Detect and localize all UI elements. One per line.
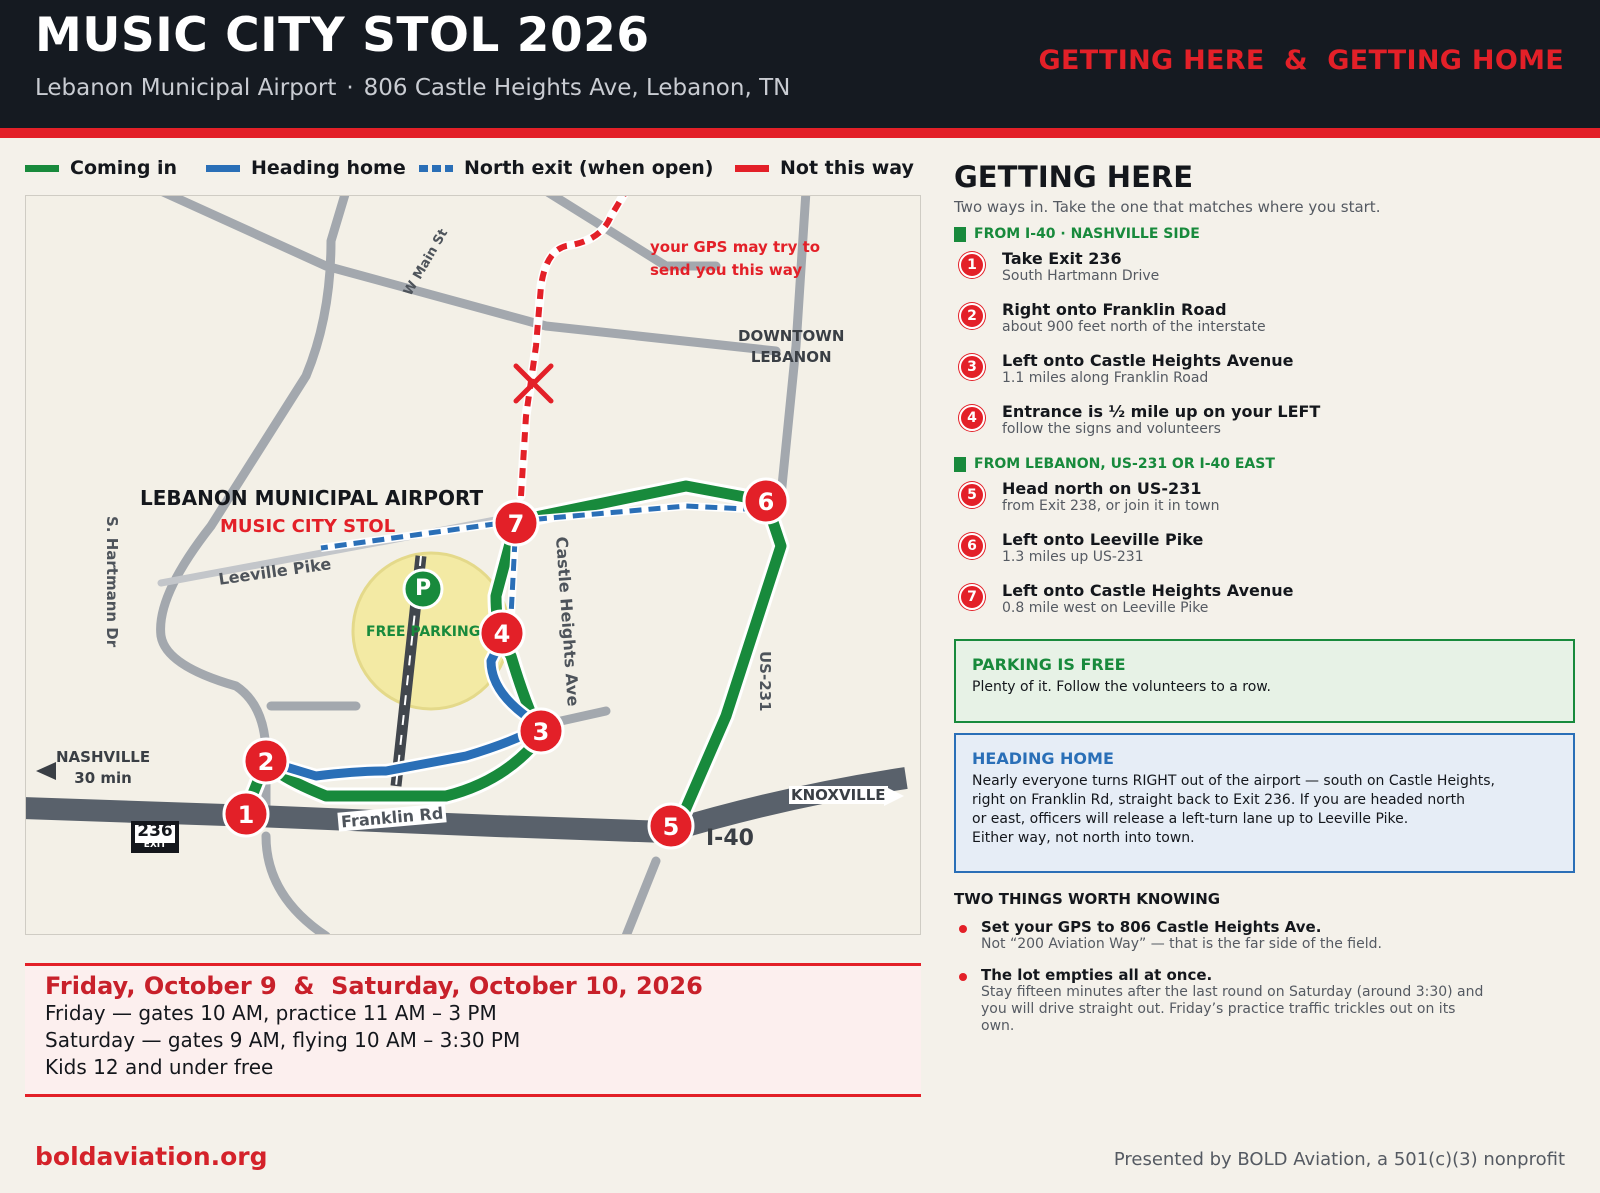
direction-step	[954, 344, 1575, 395]
marker-number: 6	[757, 488, 775, 516]
legend-north-exit	[419, 157, 713, 179]
direction-step	[954, 242, 1575, 293]
heading-home-text	[972, 772, 1557, 848]
bullet-icon	[959, 925, 967, 933]
parking-box-title: PARKING IS FREE	[972, 655, 1126, 674]
nashville-line: NASHVILLE	[56, 748, 151, 766]
nashville-line: 30 min	[74, 769, 132, 787]
direction-step	[954, 574, 1575, 625]
step-detail: 1.1 miles along Franklin Road	[1002, 370, 1209, 386]
route-heading-label: FROM I-40 · NASHVILLE SIDE	[974, 226, 1200, 242]
legend-coming-in	[25, 157, 177, 179]
exit-number: 236	[137, 821, 173, 841]
hartmann-south-road	[266, 836, 326, 935]
tip-detail-line: you will drive straight out. Friday’s practice traffic trickles out on its	[981, 1001, 1456, 1017]
direction-step	[954, 293, 1575, 344]
gps-warning-line: your GPS may try to	[650, 238, 821, 256]
us231-south-road	[626, 861, 656, 935]
legend-label: Coming in	[70, 157, 178, 179]
event-dates-title: Friday, October 9 & Saturday, October 10, 2026	[45, 972, 703, 1000]
venue-name: Lebanon Municipal Airport	[35, 75, 337, 101]
exit-word: EXIT	[143, 840, 167, 850]
step-title: Right onto Franklin Road	[1002, 300, 1227, 319]
gps-warning-label	[650, 236, 820, 282]
step-title: Entrance is ½ mile up on your LEFT	[1002, 402, 1321, 421]
tip-detail	[981, 936, 1575, 953]
green-line-swatch	[25, 165, 59, 172]
heading-home-title: HEADING HOME	[972, 749, 1114, 768]
route-marker-1	[224, 792, 268, 836]
step-detail: follow the signs and volunteers	[1002, 421, 1221, 437]
route-marker-2	[244, 739, 288, 783]
step-title: Left onto Castle Heights Avenue	[1002, 351, 1294, 370]
website-link[interactable]: boldaviation.org	[35, 1142, 268, 1171]
direction-step	[954, 472, 1575, 523]
step-number-badge: 6	[959, 533, 985, 559]
downtown-line: LEBANON	[750, 348, 832, 366]
tips-title: TWO THINGS WORTH KNOWING	[954, 890, 1221, 908]
saturday-schedule: Saturday — gates 9 AM, flying 10 AM – 3:30 PM	[45, 1028, 521, 1052]
marker-number: 2	[257, 748, 275, 776]
gps-warning-line: send you this way	[650, 261, 803, 279]
step-number-badge: 1	[959, 252, 985, 278]
route-marker-5	[649, 804, 693, 848]
tip-detail-line: Stay fifteen minutes after the last round on Saturday (around 3:30) and	[981, 984, 1484, 1000]
heading-home-line: Nearly everyone turns RIGHT out of the airport — south on Castle Heights,	[972, 773, 1495, 789]
header-stripe	[0, 128, 1600, 138]
step-number-badge: 3	[959, 354, 985, 380]
step-title: Left onto Castle Heights Avenue	[1002, 581, 1294, 600]
getting-here-title: GETTING HERE	[954, 160, 1194, 194]
bullet-icon	[959, 973, 967, 981]
presented-by: Presented by BOLD Aviation, a 501(c)(3) nonprofit	[1113, 1149, 1565, 1170]
map-legend	[25, 157, 920, 187]
nashville-label	[56, 747, 150, 789]
header-banner	[0, 0, 1600, 128]
tip-detail-line: Not “200 Aviation Way” — that is the far side of the field.	[981, 936, 1382, 952]
parking-info-box	[954, 639, 1575, 723]
route-marker-4	[480, 611, 524, 655]
parking-letter: P	[414, 576, 432, 601]
castle-heights-spur	[561, 711, 606, 721]
franklin-rd-label: Franklin Rd	[337, 803, 447, 831]
w-main-st-label: W Main St	[401, 226, 452, 299]
venue-subtitle	[35, 75, 790, 101]
step-number-badge: 5	[959, 482, 985, 508]
page-title: MUSIC CITY STOL 2026	[35, 8, 650, 63]
step-number-badge: 7	[959, 584, 985, 610]
route-heading-nashville	[954, 226, 1575, 242]
direction-step	[954, 523, 1575, 574]
direction-step	[954, 395, 1575, 446]
s-hartmann-dr-label: S. Hartmann Dr	[103, 516, 121, 648]
downtown-lebanon-label	[738, 326, 844, 368]
subtitle-separator: ·	[346, 75, 354, 101]
kids-free-note: Kids 12 and under free	[45, 1055, 274, 1079]
legend-label: North exit (when open)	[464, 157, 714, 179]
tip-title: The lot empties all at once.	[981, 966, 1213, 984]
step-detail: 0.8 mile west on Leeville Pike	[1002, 600, 1209, 616]
step-detail: about 900 feet north of the interstate	[1002, 319, 1266, 335]
event-name-label: MUSIC CITY STOL	[220, 516, 396, 537]
step-number-badge: 2	[959, 303, 985, 329]
step-title: Left onto Leeville Pike	[1002, 530, 1204, 549]
step-title: Head north on US-231	[1002, 479, 1202, 498]
tip-title: Set your GPS to 806 Castle Heights Ave.	[981, 918, 1322, 936]
legend-heading-home	[206, 157, 406, 179]
heading-home-line: or east, officers will release a left-turn lane up to Leeville Pike.	[972, 811, 1409, 827]
marker-number: 4	[493, 620, 511, 648]
red-line-swatch	[735, 165, 769, 172]
downtown-line: DOWNTOWN	[738, 327, 845, 345]
tip-detail-line: own.	[981, 1018, 1015, 1034]
legend-label: Not this way	[780, 157, 914, 179]
route-marker-3	[519, 709, 563, 753]
step-detail: South Hartmann Drive	[1002, 268, 1160, 284]
step-title: Take Exit 236	[1002, 249, 1122, 268]
nashville-arrow-icon	[36, 762, 56, 780]
route-marker-7	[494, 501, 538, 545]
parking-box-text: Plenty of it. Follow the volunteers to a row.	[972, 679, 1271, 695]
getting-here-intro: Two ways in. Take the one that matches where you start.	[954, 198, 1381, 216]
heading-home-line: Either way, not north into town.	[972, 830, 1195, 846]
route-heading-label: FROM LEBANON, US-231 OR I-40 EAST	[974, 456, 1275, 472]
airport-name-label: LEBANON MUNICIPAL AIRPORT	[140, 486, 484, 510]
leeville-pike-label: Leeville Pike	[217, 554, 333, 589]
knoxville-label: KNOXVILLE	[791, 786, 886, 804]
castle-heights-ave-label: Castle Heights Ave	[552, 536, 583, 707]
route-marker-6	[744, 479, 788, 523]
legend-label: Heading home	[251, 157, 406, 179]
tip-item	[954, 918, 1575, 953]
marker-number: 5	[662, 813, 680, 841]
green-square-icon	[954, 227, 966, 242]
free-parking-label: FREE PARKING	[366, 624, 481, 640]
tip-detail	[981, 984, 1575, 1035]
tip-item	[954, 966, 1575, 1035]
step-detail: from Exit 238, or join it in town	[1002, 498, 1220, 514]
event-dates-panel	[25, 963, 921, 1097]
heading-home-line: right on Franklin Rd, straight back to Exit 236. If you are headed north	[972, 792, 1465, 808]
friday-schedule: Friday — gates 10 AM, practice 11 AM – 3 PM	[45, 1001, 497, 1025]
marker-number: 3	[532, 718, 550, 746]
heading-home-box	[954, 733, 1575, 873]
step-number-badge: 4	[959, 405, 985, 431]
route-heading-lebanon	[954, 456, 1575, 472]
directions-panel	[954, 160, 1575, 1035]
blue-dashed-line-swatch	[419, 165, 453, 172]
green-square-icon	[954, 457, 966, 472]
marker-number: 1	[237, 801, 255, 829]
route-map	[25, 195, 921, 935]
legend-not-this-way	[735, 157, 914, 179]
marker-number: 7	[507, 510, 525, 538]
header-tagline: GETTING HERE & GETTING HOME	[1038, 45, 1564, 76]
step-detail: 1.3 miles up US-231	[1002, 549, 1144, 565]
blue-line-swatch	[206, 165, 240, 172]
venue-address: 806 Castle Heights Ave, Lebanon, TN	[363, 75, 791, 101]
i40-label: I-40	[706, 826, 754, 851]
us231-label: US-231	[756, 651, 774, 712]
